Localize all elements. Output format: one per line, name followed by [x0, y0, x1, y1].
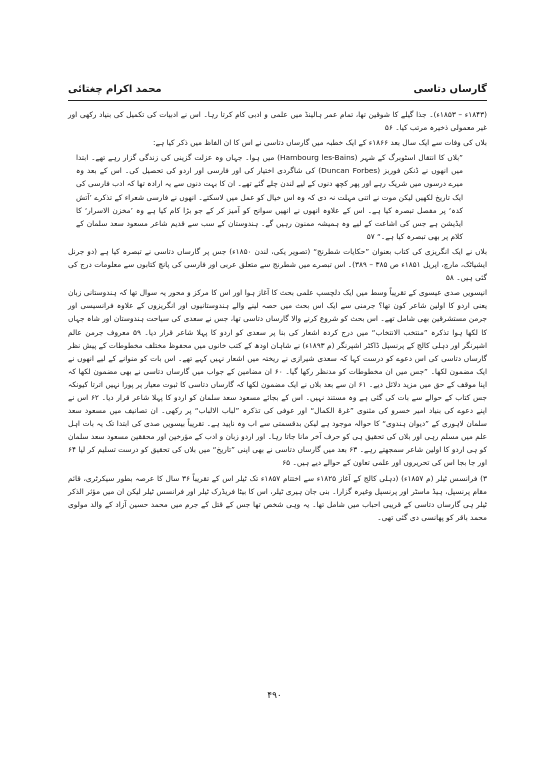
block-quote: ”بلاں کا انتقال اسٹوبرگ کے شہر (Hambourg les-Bains) میں ہوا۔ جہاں وہ عزلت گزینی کی زندگی گزار رہے تھے۔ ابتدا میں انھوں نے ڈنکن فوربز (Duncan Forbes) کی شاگردی اختیار کی اور فارسی اور اردو کی تحصیل کی۔ اس کے بعد وہ میرے درسوں میں شریک رہے اور پھر کچھ دنوں کے لیے لندن چلے گئے تھے۔ ان کا بہت دنوں سے یہ ارادہ تھا کہ ادب فارسی کی ایک تاریخ لکھیں لیکن موت نے اتنی مہلت نہ دی کہ وہ اس خیال کو عمل میں لاسکتے۔ انھوں نے فارسی شعراء کے تذکرے ’آتش کدہ‘ پر مفصل تبصرہ کیا ہے۔ اس کے علاوہ انھوں نے انھیں سوانح کو آمیز کر کے جو بڑا کام کیا ہے وہ ’مخزن الاسرار‘ کا ایڈیشن ہے جس کی اشاعت کے لیے وہ ہمیشہ ممنون رہیں گے۔ ہندوستان کے سب سے قدیم شاعر مسعود سعد سلمان کے کلام پر بھی تبصرہ کیا ہے۔“ ۵۷ — [76, 153, 463, 241]
paragraph-chess-book: بلاں نے ایک انگریزی کی کتاب بعنوان ”حکایات شطرنج“ (تصویر یکی، لندن ۱۸۵۰ء) جس پر گارساں دتاسی نے تبصرہ کیا ہے (دو جرنل ایشیاٹک، مارچ، اپریل ۱۸۵۱ء ص ۳۸۵ – ۳۸۹)۔ اس تبصرے میں شطرنج سے متعلق عربی اور فارسی کی پانچ کتابوں سے معلومات درج کی گئی ہیں۔ ۵۸ — [68, 246, 487, 283]
header-author-name: محمد اکرام چغتائی — [68, 83, 162, 95]
paragraph-francis-taylor: ۳) فرانسس ٹیلر (م ۱۸۵۷ء) (دہلی کالج کے آغاز ۱۸۲۵ء سے اختتام ۱۸۵۷ء تک ٹیلر اس کے تقریباً ۳۶ سال کا عرصہ بطور سیکرٹری، قائم مقام پرنسپل، ہیڈ ماسٹر اور پرنسپل وغیرہ گزارا۔ بنی جان ہیری ٹیلر، اس کا بیٹا فریڈرک ٹیلر اور فرانسس ٹیلر لیکن ان میں مؤثر الذکر ٹیلر ہی گارساں دتاسی کے قریبی احباب میں شامل تھا۔ یہ وہی شخص تھا جس کے قتل کے جرم میں محمد حسین آزاد کے والد مولوی محمد باقر کو پھانسی دی گئی تھی۔ — [68, 473, 487, 522]
paragraph-intro: (۱۸۴۳ء – ۱۸۵۳ء)۔ جذا گیلے کا شوقین تھا، تمام عمر ہالینڈ میں علمی و ادبی کام کرتا رہا۔ اس نے ادبیات کی تکمیل کی بنیاد رکھی اور غیر معمولی ذخیرہ مرتب کیا۔ ۵۶ — [68, 110, 488, 133]
running-header — [68, 78, 487, 101]
body-text — [68, 108, 487, 526]
paragraph-first-poet-debate: انیسویں صدی عیسوی کے تقریباً وسط میں ایک دلچسپ علمی بحث کا آغاز ہوا اور اس کا مرکز و محور یہ سوال تھا کہ ہندوستانی زبان یعنی اردو کا اولین شاعر کون تھا؟ جرمنی سے ایک اس بحث میں حصہ لینے والے ہندوستانیوں اور انگریزوں کے علاوہ فرانسیسی اور جرمن مستشرقین بھی شامل تھے۔ اس بحث کو شروع کرنے والا گارساں دتاسی تھا، جس نے سعدی کی سیاحت ہندوستان اور شاہ جہاں کا لکھا ہوا تذکرہ ”منتخب الانتخاب“ میں درج کردہ اشعار کی بنا پر سعدی کو اردو کا پہلا شاعر قرار دیا۔ ۵۹ معروف جرمن عالم اشپرنگر اور دہلی کالج کے پرنسپل ڈاکٹر اشپرنگر (م ۱۸۹۳ء) نے شاہان اودھ کے کتب خانوں میں محفوظ مختلف مخطوطات کے پیش نظر گارساں دتاسی کی اس دعوے کو درست کہا کہ سعدی شیرازی نے ریختہ میں اشعار نہیں کہے تھے۔ اس بات کو منوانے کے لیے انھوں نے ایک مضمون لکھا۔ ”جس میں ان مخطوطات کو مدنظر رکھا گیا۔ ۶۰ ان مضامین کے جواب میں گارساں دتاسی نے بھی مضمون لکھا کہ اپنا موقف کے حق میں مزید دلائل دیے۔ ۶۱ ان سے بعد بلاں نے ایک مضمون لکھا کہ گارساں دتاسی کا ثبوت معیار پر پورا نہیں اترتا کیونکہ جس کتاب کے حوالے سے بات کی گئی ہے وہ مستند نہیں۔ اس کے بجائے مسعود سعد سلمان کو اردو کا پہلا شاعر قرار دیا۔ ۶۲ اس نے اپنے دعوے کی بنیاد امیر خسرو کی مثنوی ”غرۃ الکمال“ اور عوفی کی تذکرہ ”لباب الالباب“ پر رکھی۔ ان تصانیف میں مسعود سعد سلمان لاہوری کے ”دیوان ہندوی“ کا حوالہ موجود ہے لیکن بدقسمتی سے اب وہ ناپید ہے۔ تقریباً بیسویں صدی کی ابتدا تک یہ بات اہل علم میں مسلم رہی اور بلاں کی تحقیق ہی کو حرف آخر مانا جاتا رہا۔ اور اردو زبان و ادب کے مؤرخین اور محققین مسعود سعد سلمان کو ہی اردو کا اولین شاعر سمجھتے رہے۔ ۶۳ بعد میں گارساں دتاسی نے بھی اپنی ”تاریخ“ میں بلاں کی تحقیق کو درست تسلیم کر لیا ۶۴ اور جا بجا اس کی تحریروں اور علمی تعاون کے حوالے دیے ہیں۔ ۶۵ — [68, 288, 488, 468]
paragraph-death-note: بلاں کی وفات سے ایک سال بعد ۱۸۶۶ء کے ایک خطبہ میں گارساں دتاسی نے اس کا ان الفاظ میں ذکر کیا ہے: — [153, 138, 487, 148]
page-number: ۴۹۰ — [267, 691, 282, 701]
header-chapter-title: گارساں دتاسی — [413, 83, 487, 95]
